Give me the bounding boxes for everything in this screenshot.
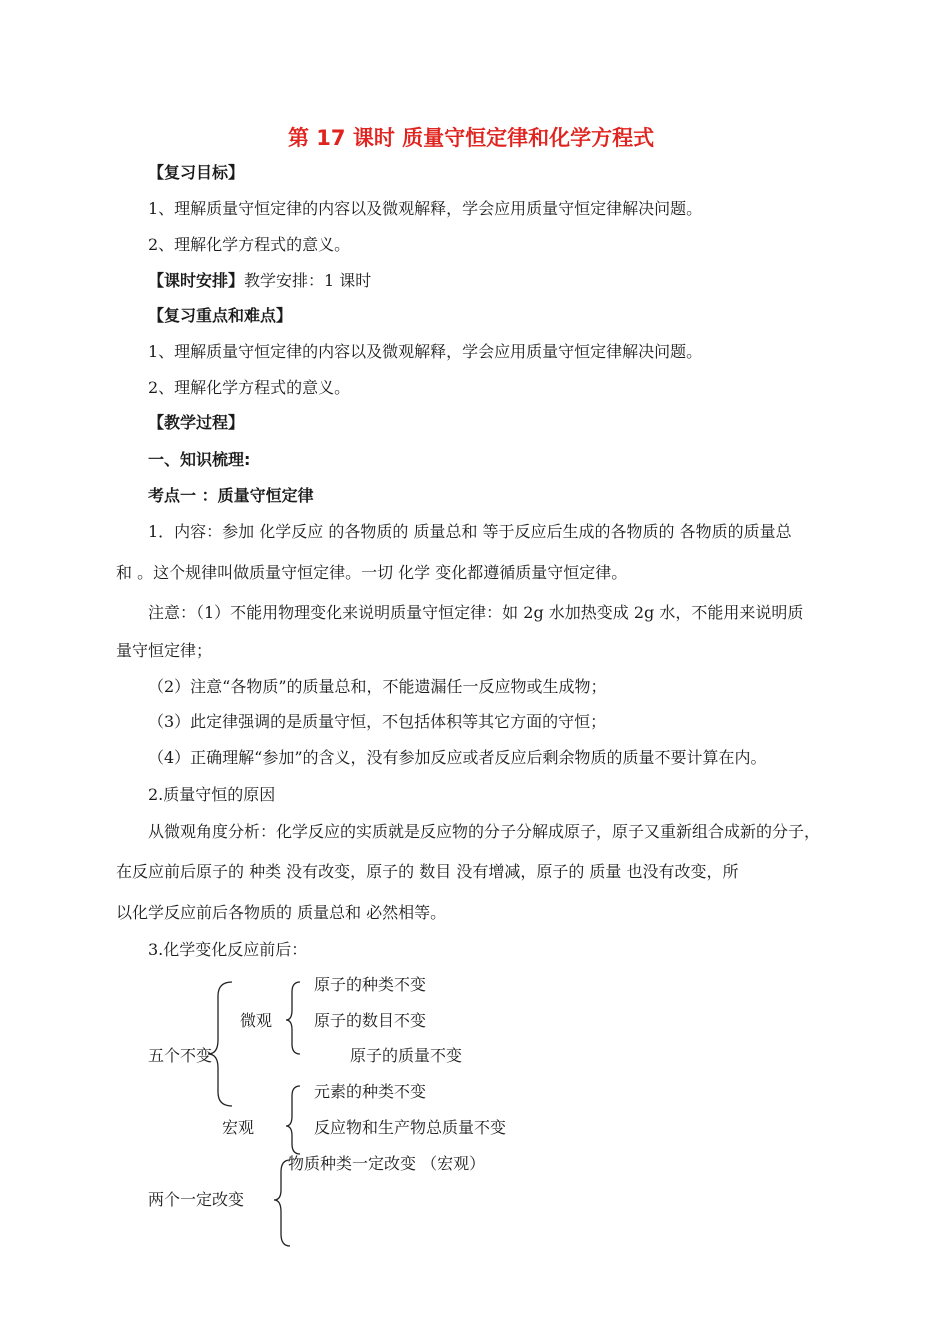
- note-line-1: 注意：（1）不能用物理变化来说明质量守恒定律：如 2g 水加热变成 2g 水，不能用来说明质: [148, 603, 804, 622]
- page-title: 第 17 课时 质量守恒定律和化学方程式: [288, 126, 655, 150]
- heading-key-points: 【复习重点和难点】: [148, 306, 293, 325]
- diagram-two-item-1: 物质种类一定改变 （宏观）: [288, 1154, 486, 1173]
- point-heading-1: 考点一 ：质量守恒定律: [148, 486, 314, 505]
- note-item-4: （4）正确理解“参加”的含义，没有参加反应或者反应后剩余物质的质量不要计算在内。: [148, 748, 767, 767]
- change-heading: 3.化学变化反应前后：: [148, 940, 308, 959]
- note-item-2: （2）注意“各物质”的质量总和，不能遗漏任一反应物或生成物；: [148, 677, 607, 696]
- diagram-micro-label: 微观: [240, 1011, 273, 1030]
- goal-item-1: 1、理解质量守恒定律的内容以及微观解释，学会应用质量守恒定律解决问题。: [148, 199, 703, 218]
- reason-line-3: 以化学反应前后各物质的 质量总和 必然相等。: [116, 903, 447, 922]
- heading-teaching-process: 【教学过程】: [148, 413, 245, 432]
- brace-two-changed: [274, 1160, 290, 1246]
- diagram-macro-label: 宏观: [222, 1118, 255, 1137]
- goal-item-2: 2、理解化学方程式的意义。: [148, 235, 351, 254]
- content-line-2: 和 。这个规律叫做质量守恒定律。一切 化学 变化都遵循质量守恒定律。: [116, 563, 628, 582]
- brace-five-unchanged: [208, 982, 232, 1106]
- diagram-micro-item-2: 原子的数目不变: [314, 1011, 427, 1030]
- diagram-micro-item-3: 原子的质量不变: [350, 1046, 463, 1065]
- section-knowledge: 一、知识梳理:: [148, 450, 251, 469]
- key-item-1: 1、理解质量守恒定律的内容以及微观解释，学会应用质量守恒定律解决问题。: [148, 342, 703, 361]
- reason-line-1: 从微观角度分析：化学反应的实质就是反应物的分子分解成原子，原子又重新组合成新的分子，: [148, 822, 821, 841]
- schedule-text: 教学安排：1 课时: [244, 271, 372, 290]
- brace-macro: [286, 1086, 300, 1154]
- heading-review-goals: 【复习目标】: [148, 163, 245, 182]
- heading-schedule: 【课时安排】: [148, 271, 245, 290]
- diagram-five-unchanged: 五个不变: [148, 1046, 213, 1065]
- reason-heading: 2.质量守恒的原因: [148, 785, 276, 804]
- diagram-macro-item-2: 反应物和生产物总质量不变: [314, 1118, 507, 1137]
- note-item-3: （3）此定律强调的是质量守恒，不包括体积等其它方面的守恒；: [148, 712, 607, 731]
- brace-micro: [286, 982, 300, 1054]
- diagram-macro-item-1: 元素的种类不变: [314, 1082, 427, 1101]
- note-line-2: 量守恒定律；: [116, 641, 213, 660]
- diagram-two-changed: 两个一定改变: [148, 1190, 245, 1209]
- diagram-micro-item-1: 原子的种类不变: [314, 975, 427, 994]
- content-line-1: 1．内容：参加 化学反应 的各物质的 质量总和 等于反应后生成的各物质的 各物质的质量总: [148, 522, 792, 541]
- reason-line-2: 在反应前后原子的 种类 没有改变，原子的 数目 没有增减，原子的 质量 也没有改变，所: [116, 862, 739, 881]
- key-item-2: 2、理解化学方程式的意义。: [148, 378, 351, 397]
